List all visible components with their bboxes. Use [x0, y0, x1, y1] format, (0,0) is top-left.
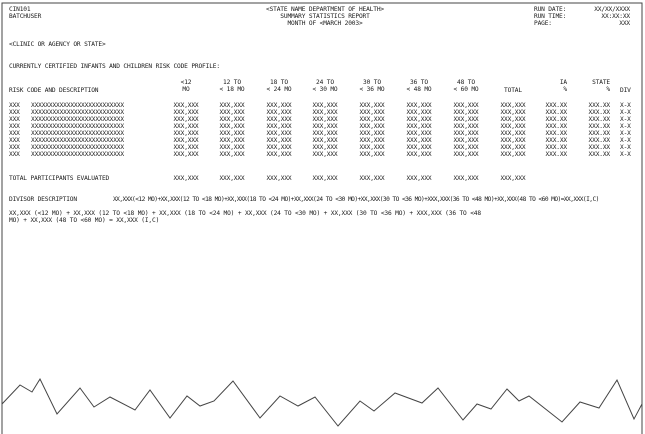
risk-code: XXX [9, 151, 20, 158]
risk-description: XXXXXXXXXXXXXXXXXXXXXXXXXX [31, 102, 124, 109]
state-percent-cell: XXX.XX [588, 137, 610, 144]
report-title: SUMMARY STATISTICS REPORT [280, 13, 370, 20]
count-cell: XXX,XXX [359, 116, 385, 123]
count-cell: XXX,XXX [359, 102, 385, 109]
count-cell: XXX,XXX [173, 137, 199, 144]
count-cell: XXX,XXX [500, 116, 526, 123]
count-cell: XXX,XXX [266, 116, 292, 123]
total-count-cell: XXX,XXX [406, 175, 432, 182]
count-cell: XXX,XXX [453, 102, 479, 109]
count-cell: XXX,XXX [500, 123, 526, 130]
count-cell: XXX,XXX [453, 137, 479, 144]
count-cell: XXX,XXX [359, 137, 385, 144]
run-date-label: RUN DATE: [534, 6, 567, 13]
divisor-code-cell: X-X [620, 137, 631, 144]
count-cell: XXX,XXX [359, 144, 385, 151]
count-cell: XXX,XXX [500, 109, 526, 116]
total-count-cell: XXX,XXX [219, 175, 245, 182]
page-value: XXX [619, 20, 630, 27]
count-cell: XXX,XXX [453, 151, 479, 158]
divisor-code-cell: X-X [620, 116, 631, 123]
risk-code: XXX [9, 144, 20, 151]
column-header-age-top: 48 TO [457, 79, 475, 86]
column-header-ia-pct: % [563, 86, 567, 93]
count-cell: XXX,XXX [219, 102, 245, 109]
count-cell: XXX,XXX [266, 130, 292, 137]
count-cell: XXX,XXX [359, 109, 385, 116]
count-cell: XXX,XXX [453, 109, 479, 116]
ia-percent-cell: XXX.XX [545, 123, 567, 130]
total-count-cell: XXX,XXX [312, 175, 338, 182]
count-cell: XXX,XXX [453, 123, 479, 130]
count-cell: XXX,XXX [266, 102, 292, 109]
ia-percent-cell: XXX.XX [545, 109, 567, 116]
ia-percent-cell: XXX.XX [545, 102, 567, 109]
run-time-value: XX:XX:XX [601, 13, 630, 20]
report-user: BATCHUSER [9, 13, 42, 20]
ia-percent-cell: XXX.XX [545, 116, 567, 123]
department-name: <STATE NAME DEPARTMENT OF HEALTH> [266, 6, 384, 13]
column-header-state: STATE [592, 79, 610, 86]
count-cell: XXX,XXX [406, 144, 432, 151]
count-cell: XXX,XXX [406, 151, 432, 158]
count-cell: XXX,XXX [312, 130, 338, 137]
count-cell: XXX,XXX [219, 130, 245, 137]
column-header-age-bottom: < 30 MO [312, 86, 338, 93]
count-cell: XXX,XXX [266, 151, 292, 158]
count-cell: XXX,XXX [219, 144, 245, 151]
count-cell: XXX,XXX [219, 123, 245, 130]
column-header-age-top: 18 TO [270, 79, 288, 86]
totals-label: TOTAL PARTICIPANTS EVALUATED [9, 175, 110, 182]
risk-description: XXXXXXXXXXXXXXXXXXXXXXXXXX [31, 123, 124, 130]
count-cell: XXX,XXX [453, 130, 479, 137]
column-header-age-top: 36 TO [410, 79, 428, 86]
count-cell: XXX,XXX [500, 151, 526, 158]
count-cell: XXX,XXX [406, 116, 432, 123]
state-percent-cell: XXX.XX [588, 144, 610, 151]
count-cell: XXX,XXX [406, 130, 432, 137]
column-header-age-bottom: < 48 MO [406, 86, 432, 93]
run-time-label: RUN TIME: [534, 13, 567, 20]
risk-description: XXXXXXXXXXXXXXXXXXXXXXXXXX [31, 109, 124, 116]
risk-code: XXX [9, 137, 20, 144]
divisor-code-cell: X-X [620, 130, 631, 137]
count-cell: XXX,XXX [266, 137, 292, 144]
count-cell: XXX,XXX [173, 102, 199, 109]
risk-description: XXXXXXXXXXXXXXXXXXXXXXXXXX [31, 151, 124, 158]
report-id: CIN101 [9, 6, 31, 13]
column-header-age-bottom: < 24 MO [266, 86, 292, 93]
column-header-age-bottom: < 60 MO [453, 86, 479, 93]
state-percent-cell: XXX.XX [588, 151, 610, 158]
count-cell: XXX,XXX [219, 151, 245, 158]
count-cell: XXX,XXX [500, 130, 526, 137]
total-count-cell: XXX,XXX [173, 175, 199, 182]
count-cell: XXX,XXX [266, 123, 292, 130]
column-header-risk: RISK CODE AND DESCRIPTION [9, 87, 99, 94]
count-cell: XXX,XXX [173, 123, 199, 130]
risk-description: XXXXXXXXXXXXXXXXXXXXXXXXXX [31, 137, 124, 144]
count-cell: XXX,XXX [312, 144, 338, 151]
count-cell: XXX,XXX [173, 144, 199, 151]
risk-code: XXX [9, 116, 20, 123]
count-cell: XXX,XXX [219, 137, 245, 144]
column-header-total: TOTAL [504, 87, 522, 94]
divisor-label: DIVISOR DESCRIPTION [9, 196, 77, 203]
report-month: MONTH OF <MARCH 2003> [287, 20, 363, 27]
count-cell: XXX,XXX [219, 116, 245, 123]
count-cell: XXX,XXX [453, 144, 479, 151]
count-cell: XXX,XXX [500, 144, 526, 151]
count-cell: XXX,XXX [359, 123, 385, 130]
count-cell: XXX,XXX [312, 116, 338, 123]
count-cell: XXX,XXX [406, 102, 432, 109]
page-label: PAGE: [534, 20, 552, 27]
state-percent-cell: XXX.XX [588, 109, 610, 116]
divisor-expansion-line2: MO) + XX,XXX (48 TO <60 MO) = XX,XXX (I,C) [9, 217, 160, 224]
count-cell: XXX,XXX [266, 144, 292, 151]
count-cell: XXX,XXX [312, 123, 338, 130]
risk-description: XXXXXXXXXXXXXXXXXXXXXXXXXX [31, 130, 124, 137]
count-cell: XXX,XXX [406, 109, 432, 116]
column-header-div: DIV [620, 87, 631, 94]
total-count-cell: XXX,XXX [500, 175, 526, 182]
risk-code: XXX [9, 102, 20, 109]
column-header-ia: IA [559, 79, 567, 86]
total-count-cell: XXX,XXX [266, 175, 292, 182]
total-count-cell: XXX,XXX [359, 175, 385, 182]
state-percent-cell: XXX.XX [588, 123, 610, 130]
risk-description: XXXXXXXXXXXXXXXXXXXXXXXXXX [31, 116, 124, 123]
count-cell: XXX,XXX [173, 130, 199, 137]
total-count-cell: XXX,XXX [453, 175, 479, 182]
column-header-age-bottom: MO [182, 86, 190, 93]
column-header-age-bottom: < 18 MO [219, 86, 245, 93]
count-cell: XXX,XXX [312, 137, 338, 144]
ia-percent-cell: XXX.XX [545, 144, 567, 151]
section-title: CURRENTLY CERTIFIED INFANTS AND CHILDREN RISK CODE PROFILE: [9, 63, 220, 70]
agency-name: <CLINIC OR AGENCY OR STATE> [9, 41, 106, 48]
risk-code: XXX [9, 109, 20, 116]
count-cell: XXX,XXX [219, 109, 245, 116]
count-cell: XXX,XXX [312, 102, 338, 109]
divisor-expansion-line1: XX,XXX (<12 MO) + XX,XXX (12 TO <18 MO) + XX,XXX (18 TO <24 MO) + XX,XXX (24 TO <30 MO) + XX,XXX (30 TO <36 MO) + XXX,XXX (36 TO <48 [9, 210, 481, 217]
state-percent-cell: XXX.XX [588, 116, 610, 123]
count-cell: XXX,XXX [173, 116, 199, 123]
column-header-state-pct: % [606, 86, 610, 93]
column-header-age-top: 24 TO [316, 79, 334, 86]
column-header-age-bottom: < 36 MO [359, 86, 385, 93]
ia-percent-cell: XXX.XX [545, 151, 567, 158]
count-cell: XXX,XXX [453, 116, 479, 123]
count-cell: XXX,XXX [406, 137, 432, 144]
ia-percent-cell: XXX.XX [545, 130, 567, 137]
divisor-code-cell: X-X [620, 144, 631, 151]
divisor-code-cell: X-X [620, 123, 631, 130]
column-header-age-top: 30 TO [363, 79, 381, 86]
count-cell: XXX,XXX [359, 130, 385, 137]
state-percent-cell: XXX.XX [588, 130, 610, 137]
divisor-formula: XX,XXX(<12 MO)+XX,XXX(12 TO <18 MO)+XX,XXX(18 TO <24 MO)+XX,XXX(24 TO <30 MO)+XX,XXX(30 TO <36 MO)+XXX,XXX(36 TO <48 MO)+XX,XXX(48 TO <60 MO)=XX,XXX(I,C) [113, 196, 599, 203]
divisor-code-cell: X-X [620, 109, 631, 116]
divisor-code-cell: X-X [620, 151, 631, 158]
count-cell: XXX,XXX [173, 151, 199, 158]
count-cell: XXX,XXX [359, 151, 385, 158]
risk-description: XXXXXXXXXXXXXXXXXXXXXXXXXX [31, 144, 124, 151]
count-cell: XXX,XXX [266, 109, 292, 116]
risk-code: XXX [9, 123, 20, 130]
count-cell: XXX,XXX [406, 123, 432, 130]
risk-code: XXX [9, 130, 20, 137]
divisor-code-cell: X-X [620, 102, 631, 109]
column-header-age-top: 12 TO [223, 79, 241, 86]
run-date-value: XX/XX/XXXX [594, 6, 630, 13]
ia-percent-cell: XXX.XX [545, 137, 567, 144]
count-cell: XXX,XXX [312, 151, 338, 158]
count-cell: XXX,XXX [312, 109, 338, 116]
count-cell: XXX,XXX [173, 109, 199, 116]
state-percent-cell: XXX.XX [588, 102, 610, 109]
column-header-age-top: <12 [180, 79, 192, 86]
count-cell: XXX,XXX [500, 102, 526, 109]
count-cell: XXX,XXX [500, 137, 526, 144]
